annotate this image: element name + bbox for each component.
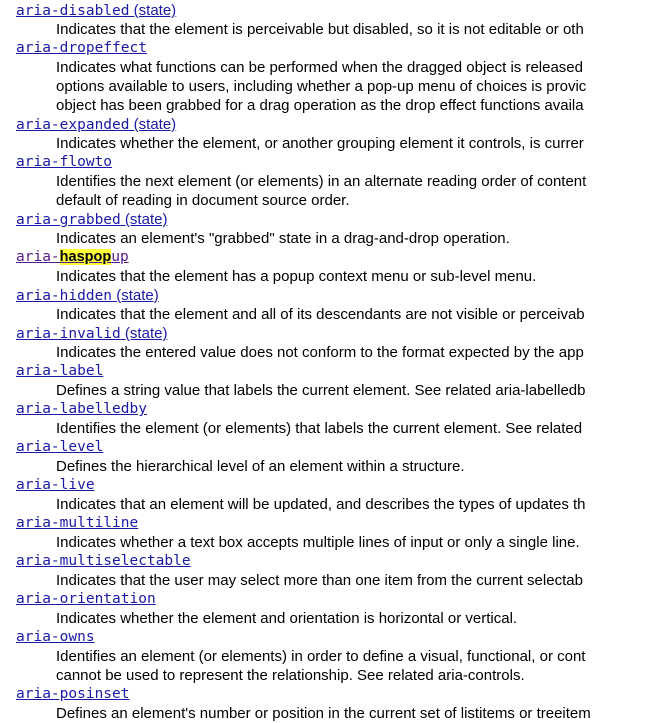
link-aria-orientation[interactable]: aria-orientation [16,591,156,607]
term-aria-label [16,362,656,381]
link-aria-label[interactable]: aria-label [16,363,104,379]
definition: Indicates that the element is perceivable but disabled, so it is not editable or oth [56,21,584,38]
definition: Indicates that the element has a popup context menu or sub-level menu. [56,268,537,285]
definition: Indicates whether the element and orientation is horizontal or vertical. [56,610,518,627]
link-aria-multiline[interactable]: aria-multiline [16,515,139,531]
term-aria-flowto [16,153,656,172]
term-aria-orientation [16,590,656,609]
link-aria-posinset[interactable]: aria-posinset [16,686,130,702]
link-aria-disabled[interactable]: aria-disabled (state) [16,2,177,19]
definition: Defines the hierarchical level of an element within a structure. [56,458,465,475]
link-aria-live[interactable]: aria-live [16,477,95,493]
term-aria-multiselectable [16,552,656,571]
definition: Identifies an element (or elements) in order to define a visual, functional, or cont cannot be used to represent the relationship. See related aria-controls. [56,648,586,684]
definition: Indicates whether the element, or another grouping element it controls, is currer [56,135,584,152]
term-aria-labelledby [16,400,656,419]
term-aria-level [16,438,656,457]
aria-attribute-list [16,1,656,723]
link-aria-level[interactable]: aria-level [16,439,104,455]
term-aria-expanded [16,115,656,134]
link-aria-haspopup[interactable]: aria-haspopup [16,249,129,265]
definition: Indicates an element's "grabbed" state in a drag-and-drop operation. [56,230,510,247]
definition: Indicates that the user may select more than one item from the current selectab [56,572,583,589]
term-aria-hidden [16,286,656,305]
term-aria-grabbed [16,210,656,229]
term-aria-multiline [16,514,656,533]
link-aria-dropeffect[interactable]: aria-dropeffect [16,40,147,56]
definition: Defines an element's number or position in the current set of listitems or treeitem [56,705,591,722]
term-aria-posinset [16,685,656,704]
definition: Indicates that the element and all of its descendants are not visible or perceivab [56,306,585,323]
definition: Indicates that an element will be updated, and describes the types of updates th [56,496,586,513]
link-aria-hidden[interactable]: aria-hidden (state) [16,287,159,304]
link-aria-owns[interactable]: aria-owns [16,629,95,645]
definition: Identifies the element (or elements) that labels the current element. See related [56,420,583,437]
term-aria-invalid [16,324,656,343]
definition: Indicates the entered value does not conform to the format expected by the app [56,344,584,361]
term-aria-live [16,476,656,495]
link-aria-labelledby[interactable]: aria-labelledby [16,401,147,417]
link-aria-multiselectable[interactable]: aria-multiselectable [16,553,191,569]
definition: Defines a string value that labels the current element. See related aria-labelledb [56,382,586,399]
term-aria-dropeffect [16,39,656,58]
term-aria-disabled [16,1,656,20]
link-aria-invalid[interactable]: aria-invalid (state) [16,325,168,342]
link-aria-flowto[interactable]: aria-flowto [16,154,113,170]
definition: Indicates whether a text box accepts multiple lines of input or only a single line. [56,534,580,551]
link-aria-expanded[interactable]: aria-expanded (state) [16,116,177,133]
term-aria-owns [16,628,656,647]
link-aria-grabbed[interactable]: aria-grabbed (state) [16,211,168,228]
definition: Identifies the next element (or elements) in an alternate reading order of content default of reading in document source order. [56,173,587,209]
search-highlight: haspop [59,249,112,265]
definition: Indicates what functions can be performed when the dragged object is released options available to users, including whether a pop-up menu of choices is provic object has been grabbed for a drag operation as the drop effect functions availa [56,59,587,114]
term-aria-haspopup [16,248,656,267]
